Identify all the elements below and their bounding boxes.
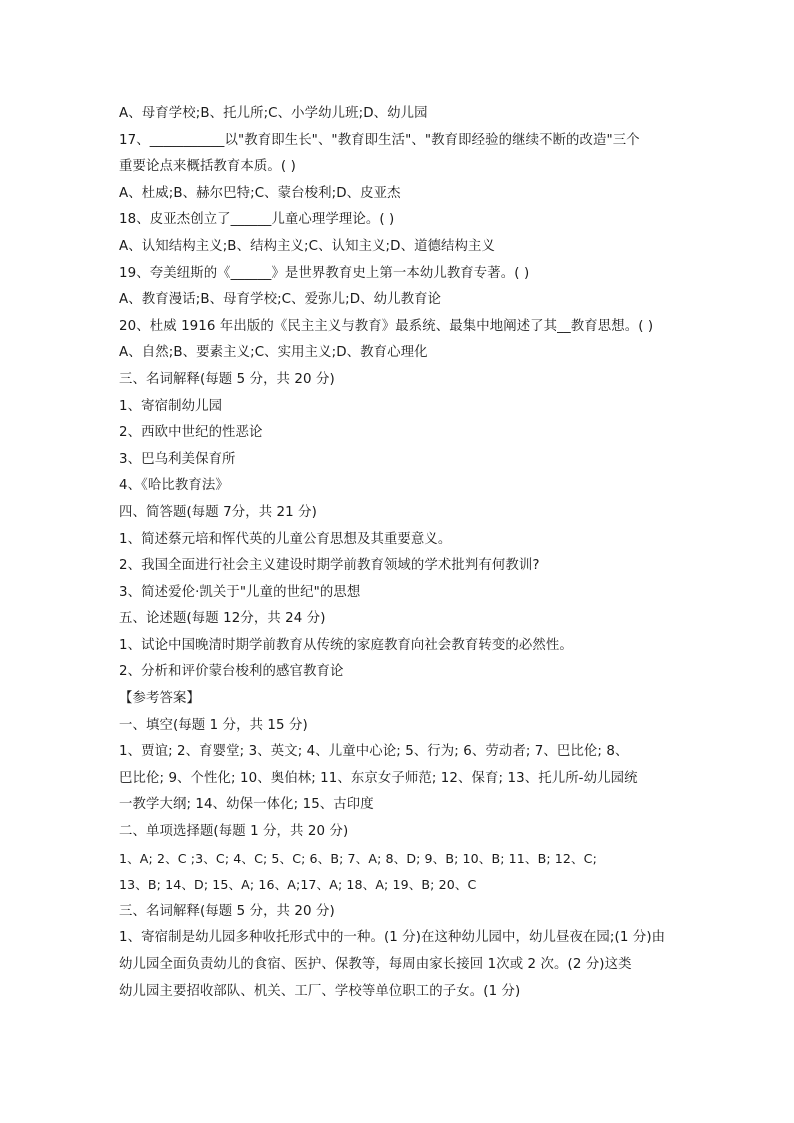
term-item: 3、巴乌利美保育所 <box>119 451 236 467</box>
q20-options: A、自然;B、要素主义;C、实用主义;D、教育心理化 <box>119 345 428 361</box>
essay-item: 2、分析和评价蒙台梭利的感官教育论 <box>119 664 344 680</box>
section-heading-terms: 三、名词解释(每题 5 分，共 20 分) <box>119 371 335 387</box>
answer-text: 1、贾谊; 2、育婴堂; 3、英文; 4、儿童中心论; 5、行为; 6、劳动者; 7、巴比伦; 8、 <box>119 744 629 760</box>
answer-section-terms: 三、名词解释(每题 5 分，共 20 分) <box>119 903 335 919</box>
term-item: 2、西欧中世纪的性恶论 <box>119 425 263 441</box>
answer-text: 一教学大纲; 14、幼保一体化; 15、古印度 <box>119 797 374 813</box>
answer-text: 13、B; 14、D; 15、A; 16、A;17、A; 18、A; 19、B; 20、C <box>119 877 477 893</box>
answer-section-fill-in: 一、填空(每题 1 分，共 15 分) <box>119 717 308 733</box>
q20-stem: 20、杜威 1916 年出版的《民主主义与教育》最系统、最集中地阐述了其__教育思想。( ) <box>119 318 654 334</box>
reference-answers-heading: 【参考答案】 <box>119 691 200 707</box>
section-heading-essay: 五、论述题(每题 12分，共 24 分) <box>119 611 326 627</box>
answer-text: 巴比伦; 9、个性化; 10、奥伯林; 11、东京女子师范; 12、保育; 13、托儿所-幼儿园统 <box>119 770 638 786</box>
section-heading-short-answer: 四、简答题(每题 7分，共 21 分) <box>119 504 317 520</box>
q18-stem: 18、皮亚杰创立了______儿童心理学理论。( ) <box>119 212 395 228</box>
q17-stem-continued: 重要论点来概括教育本质。( ) <box>119 159 296 175</box>
term-item: 1、寄宿制幼儿园 <box>119 398 223 414</box>
document-body <box>119 101 699 1005</box>
q18-options: A、认知结构主义;B、结构主义;C、认知主义;D、道德结构主义 <box>119 238 496 254</box>
short-answer-item: 3、简述爱伦·凯关于"儿童的世纪"的思想 <box>119 584 361 600</box>
q16-options: A、母育学校;B、托儿所;C、小学幼儿班;D、幼儿园 <box>119 106 428 121</box>
short-answer-item: 2、我国全面进行社会主义建设时期学前教育领域的学术批判有何教训? <box>119 558 540 574</box>
answer-text: 1、A; 2、C ;3、C; 4、C; 5、C; 6、B; 7、A; 8、D; 9、B; 10、B; 11、B; 12、C; <box>119 850 597 866</box>
short-answer-item: 1、简述蔡元培和恽代英的儿童公育思想及其重要意义。 <box>119 531 452 547</box>
q19-stem: 19、夸美纽斯的《______》是世界教育史上第一本幼儿教育专著。( ) <box>119 265 530 281</box>
term-item: 4、《哈比教育法》 <box>119 478 229 494</box>
q17-stem: 17、___________以"教育即生长"、"教育即生活"、"教育即经验的继续不断的改造"三个 <box>119 132 640 148</box>
answer-text: 幼儿园主要招收部队、机关、工厂、学校等单位职工的子女。(1 分) <box>119 983 521 999</box>
q19-options: A、教育漫话;B、母育学校;C、爱弥儿;D、幼儿教育论 <box>119 292 442 308</box>
answer-section-single-choice: 二、单项选择题(每题 1 分，共 20 分) <box>119 824 349 840</box>
answer-text: 1、寄宿制是幼儿园多种收托形式中的一种。(1 分)在这种幼儿园中，幼儿昼夜在园;(1 分)由 <box>119 930 666 946</box>
q17-options: A、杜威;B、赫尔巴特;C、蒙台梭利;D、皮亚杰 <box>119 185 401 201</box>
essay-item: 1、试论中国晚清时期学前教育从传统的家庭教育向社会教育转变的必然性。 <box>119 637 573 653</box>
answer-text: 幼儿园全面负责幼儿的食宿、医护、保教等，每周由家长接回 1次或 2 次。(2 分)这类 <box>119 957 632 972</box>
